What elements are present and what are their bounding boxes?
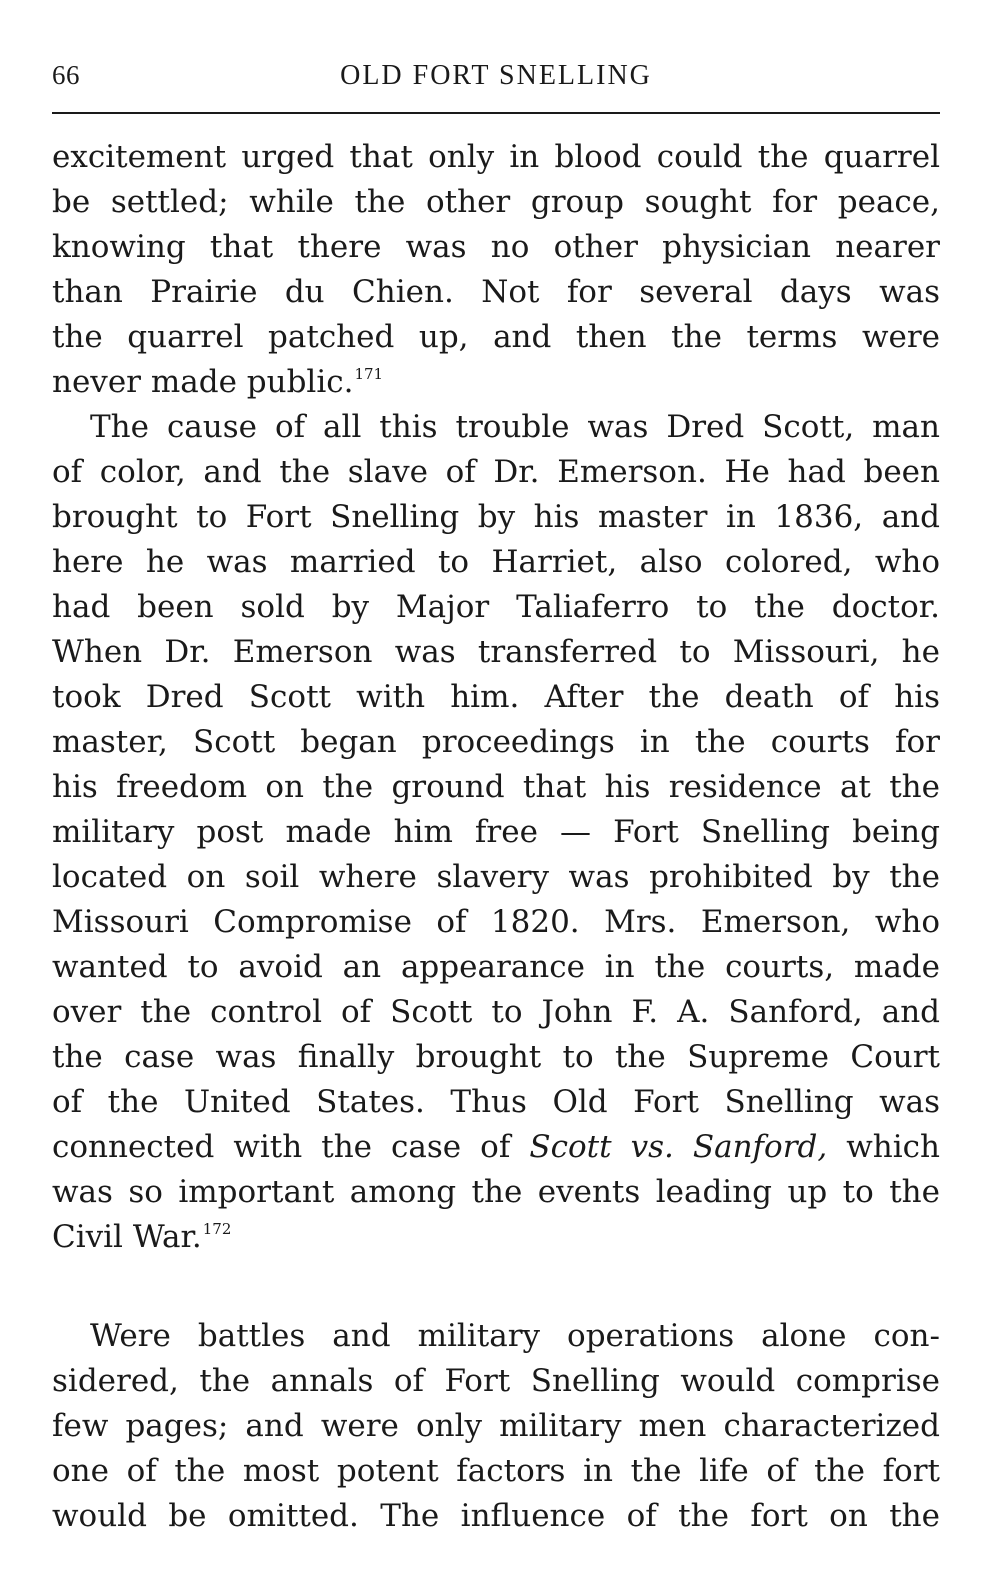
case-line-before: connected with the case of (52, 1129, 530, 1165)
text-line: the case was finally brought to the Supreme Court (52, 1039, 940, 1075)
text-line: knowing that there was no other physician nearer (52, 229, 940, 265)
footnote-ref: 172 (202, 1220, 232, 1238)
text-line: here he was married to Harriet, also colored, who (52, 544, 940, 580)
text-line: his freedom on the ground that his residence at the (52, 769, 940, 805)
text-line: located on soil where slavery was prohibited by the (52, 859, 940, 895)
text-line: had been sold by Major Taliaferro to the doctor. (52, 589, 940, 625)
page-number: 66 (52, 60, 80, 90)
text-line-last (52, 360, 940, 405)
text-line-last (52, 1215, 940, 1260)
text-line: of the United States. Thus Old Fort Snelling was (52, 1084, 940, 1120)
text-line-content: never made public. (52, 364, 354, 400)
text-line: sidered, the annals of Fort Snelling would comprise (52, 1363, 940, 1399)
text-line: of color, and the slave of Dr. Emerson. He had been (52, 454, 940, 490)
text-line: When Dr. Emerson was transferred to Missouri, he (52, 634, 940, 670)
running-title: OLD FORT SNELLING (340, 60, 652, 91)
section-break (52, 1260, 940, 1314)
text-line: be settled; while the other group sought for peace, (52, 184, 940, 220)
text-line: took Dred Scott with him. After the death of his (52, 679, 940, 715)
text-line: master, Scott began proceedings in the courts for (52, 724, 940, 760)
text-line: would be omitted. The influence of the fort on the (52, 1498, 940, 1534)
text-line: The cause of all this trouble was Dred Scott, man (90, 409, 940, 445)
case-name: Scott vs. Sanford, (529, 1129, 828, 1165)
text-line: Were battles and military operations alone con- (90, 1318, 940, 1354)
footnote-ref: 171 (354, 365, 384, 383)
running-head (52, 0, 940, 112)
case-line-after: which (827, 1129, 940, 1165)
paragraph-1 (52, 135, 940, 405)
text-line: Missouri Compromise of 1820. Mrs. Emerson, who (52, 904, 940, 940)
text-line: one of the most potent factors in the life of the fort (52, 1453, 940, 1489)
text-line-content: Civil War. (52, 1219, 202, 1255)
text-line: wanted to avoid an appearance in the courts, made (52, 949, 940, 985)
text-line: brought to Fort Snelling by his master in 1836, and (52, 499, 940, 535)
text-line: was so important among the events leading up to the (52, 1174, 940, 1210)
text-line: excitement urged that only in blood could the quarrel (52, 139, 940, 175)
text-line: military post made him free — Fort Snelling being (52, 814, 940, 850)
text-line: over the control of Scott to John F. A. Sanford, and (52, 994, 940, 1030)
text-line: than Prairie du Chien. Not for several days was (52, 274, 940, 310)
body-text (52, 135, 940, 1539)
paragraph-2 (52, 405, 940, 1260)
text-line-case (52, 1125, 940, 1170)
header-rule (52, 112, 940, 114)
text-line: the quarrel patched up, and then the terms were (52, 319, 940, 355)
text-line: few pages; and were only military men characterized (52, 1408, 940, 1444)
book-page (52, 0, 940, 1585)
paragraph-3 (52, 1314, 940, 1539)
